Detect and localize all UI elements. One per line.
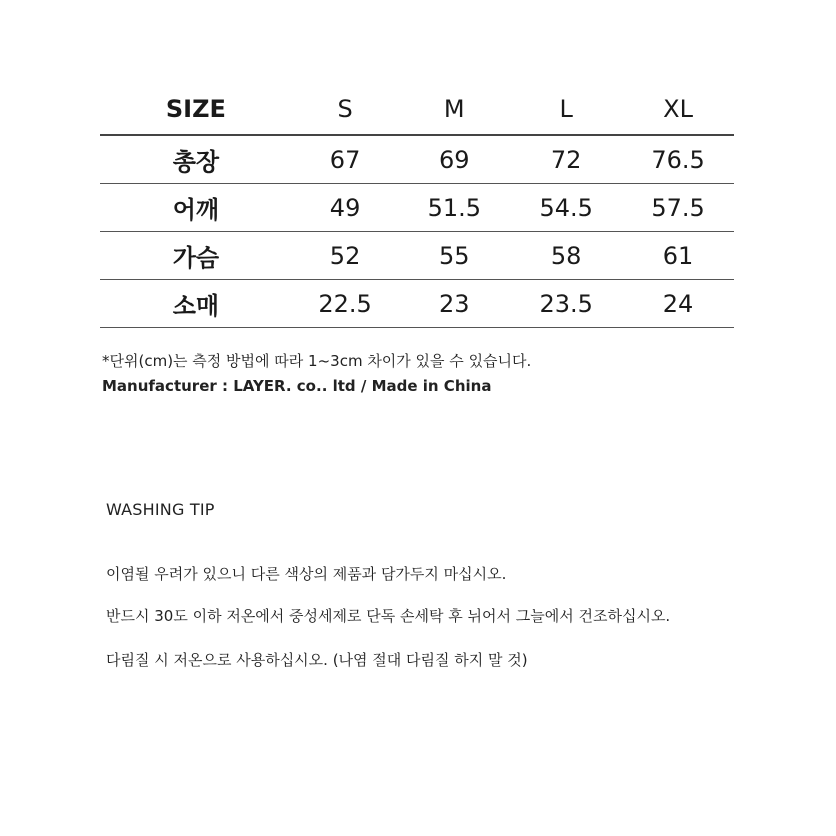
table-cell: 58 (550, 241, 582, 270)
table-cell: 61 (662, 241, 694, 270)
size-header-row (100, 84, 734, 135)
table-cell: 76.5 (651, 145, 705, 174)
table-cell: 24 (662, 289, 694, 318)
table-row-total-length (100, 135, 734, 184)
table-cell: 54.5 (539, 193, 593, 222)
table-cell: 49 (329, 193, 361, 222)
row-label-shoulder: 어깨 (172, 196, 220, 224)
table-row-shoulder (100, 184, 734, 232)
size-header-label: SIZE (165, 95, 226, 123)
size-header-xl: XL (663, 95, 693, 123)
measurement-note: *단위(cm)는 측정 방법에 따라 1~3cm 차이가 있을 수 있습니다. (102, 352, 532, 370)
size-header-s: S (337, 95, 353, 123)
size-chart-table (100, 84, 734, 328)
row-label-total-length: 총장 (172, 148, 220, 176)
table-row-sleeve (100, 280, 734, 328)
table-cell: 23 (439, 289, 470, 318)
row-label-sleeve: 소매 (172, 292, 220, 320)
table-cell: 23.5 (539, 289, 593, 318)
washing-tip-title: WASHING TIP (106, 500, 215, 519)
size-header-l: L (559, 95, 573, 123)
manufacturer-note: Manufacturer : LAYER. co.. ltd / Made in China (102, 377, 492, 395)
table-cell: 57.5 (651, 193, 705, 222)
table-cell: 52 (329, 241, 361, 270)
table-cell: 51.5 (427, 193, 481, 222)
table-row-chest (100, 232, 734, 280)
table-cell: 72 (550, 145, 582, 174)
table-cell: 67 (329, 145, 361, 174)
washing-tip-line: 이염될 우려가 있으니 다른 색상의 제품과 담가두지 마십시오. (106, 565, 507, 583)
table-cell: 55 (439, 241, 470, 270)
row-label-chest: 가슴 (172, 244, 220, 272)
washing-tip-line: 반드시 30도 이하 저온에서 중성세제로 단독 손세탁 후 뉘어서 그늘에서 건조하십시오. (106, 607, 671, 625)
washing-tip-line: 다림질 시 저온으로 사용하십시오. (나염 절대 다림질 하지 말 것) (106, 651, 528, 669)
size-header-m: M (443, 95, 465, 123)
table-cell: 69 (439, 145, 470, 174)
table-cell: 22.5 (318, 289, 372, 318)
